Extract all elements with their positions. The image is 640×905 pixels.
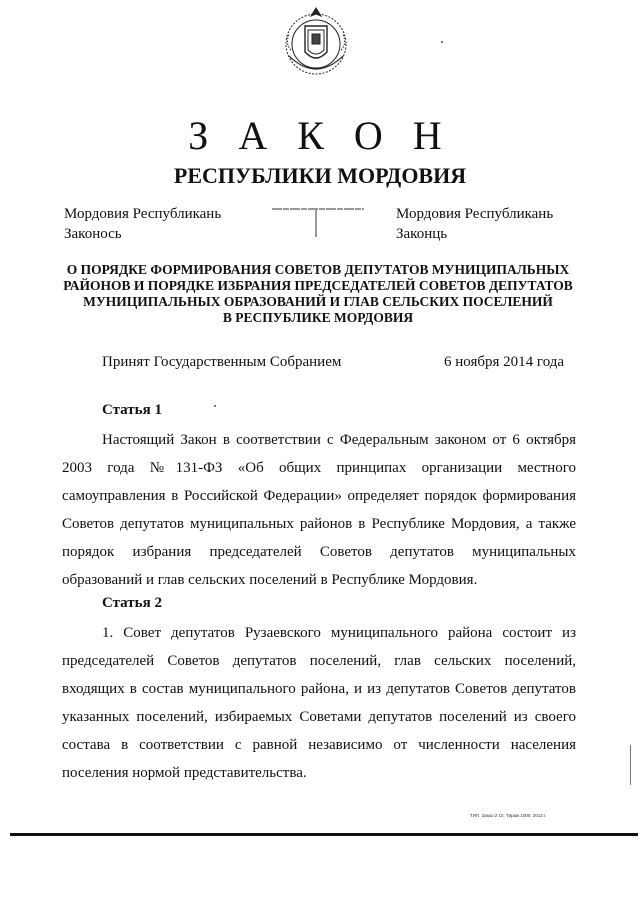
law-title-line-4: В РЕСПУБЛИКЕ МОРДОВИЯ [222, 310, 414, 325]
document-subtitle: РЕСПУБЛИКИ МОРДОВИЯ [173, 163, 467, 188]
moksha-title-block [64, 204, 221, 244]
law-title-line-3: МУНИЦИПАЛЬНЫХ ОБРАЗОВАНИЙ И ГЛАВ СЕЛЬСКИХ ПОСЕЛЕНИЙ [83, 294, 553, 309]
erzya-title-line-1: Мордовия Республикань [396, 206, 554, 222]
article-1-heading: Статья 1 [102, 402, 162, 418]
scan-speck [214, 405, 216, 407]
bottom-rule [10, 833, 638, 836]
adoption-authority: Принят Государственным Собранием [102, 354, 342, 370]
document-title: З А К О Н [188, 113, 452, 158]
registration-mark [268, 205, 368, 239]
law-title-line-1: О ПОРЯДКЕ ФОРМИРОВАНИЯ СОВЕТОВ ДЕПУТАТОВ МУНИЦИПАЛЬНЫХ [66, 262, 570, 277]
law-title [60, 262, 576, 326]
print-note: ТИП. Заказ 2 10. Тираж 1000. 2013 г. [470, 813, 547, 818]
law-title-line-2: РАЙОНОВ И ПОРЯДКЕ ИЗБРАНИЯ ПРЕДСЕДАТЕЛЕЙ СОВЕТОВ ДЕПУТАТОВ [63, 278, 573, 293]
scan-edge-mark [630, 745, 631, 785]
erzya-title-block [396, 204, 553, 244]
adoption-date: 6 ноября 2014 года [444, 354, 565, 370]
erzya-title-line-2: Законць [396, 226, 448, 242]
article-2-heading: Статья 2 [102, 595, 162, 611]
moksha-title-line-2: Законось [64, 226, 122, 242]
scan-speck [441, 41, 443, 43]
article-2-text: 1. Совет депутатов Рузаевского муниципального района состоит из председателей Советов депутатов поселений, глав сельских поселений, входящих в состав муниципального района, и из депутатов Советов депутатов указанных поселений, избираемых Советами депутатов поселений из своего состава в соответствии с равной независимо от численности населения поселения нормой представительства. [62, 625, 576, 781]
article-1-text: Настоящий Закон в соответствии с Федеральным законом от 6 октября 2003 года №131-ФЗ «Об общих принципах организации местного самоуправления в Российской Федерации» определяет порядок формирования Советов депутатов муниципальных районов в Республике Мордовия, а также порядок избрания председателей Советов депутатов муниципальных образований и глав сельских поселений в Республике Мордовия. [62, 432, 576, 588]
moksha-title-line-1: Мордовия Республикань [64, 206, 222, 222]
coat-of-arms-emblem [275, 4, 357, 80]
